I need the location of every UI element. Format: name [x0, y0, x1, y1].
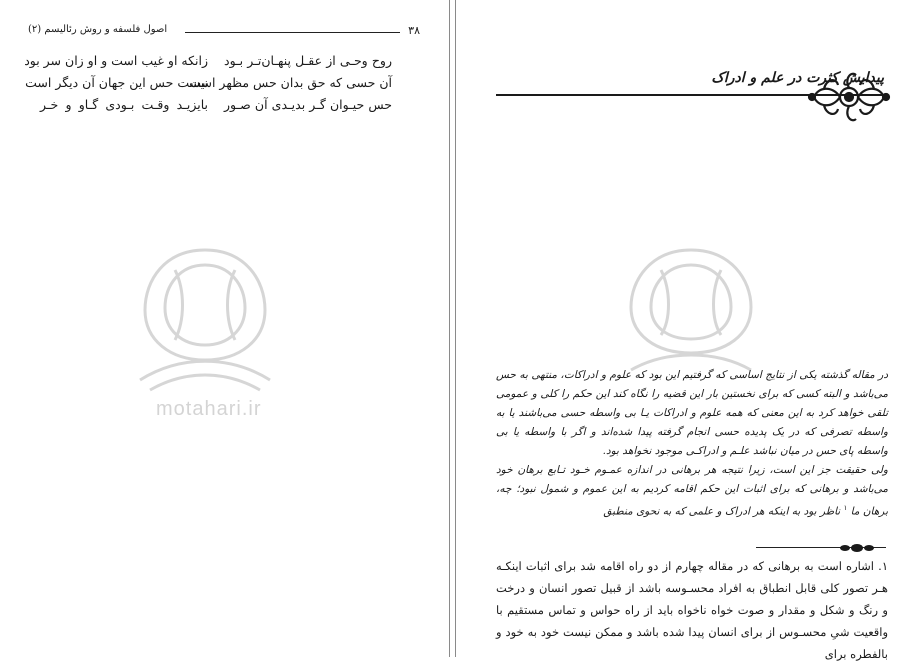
- verse-row: [25, 72, 392, 94]
- paragraph-text: ولی حقیقت جز این است، زیرا نتیجه هر برهانی در اندازه عمـوم خـود تـابع برهان خود می‌باشد و برهانی که برای اثبات این حکم اقامه کردیم به این عموم و شمول نبود؛ چه، برهان ما: [496, 464, 888, 518]
- paragraph: [496, 461, 888, 522]
- right-page: [456, 0, 911, 661]
- paragraph-tail: ناظر بود به اینکه هر ادراک و علمی که به نحوی منطبق: [603, 505, 841, 518]
- footnote-text: ۱. اشاره است به برهانی که در مقاله چهارم از دو راه اقامه شد برای اثبات اینکـه هـر تصور کلی قابل انطباق به افراد محسـوسه باشد از قبیل تصور انسان و درخت و رنگ و شکل و مقدار و صوت خواه ناخواه باید از راه حواس و تماس مستقیم با واقعیت شیِ محسـوس از برای انسان پیدا شده باشد و ممکن نیست خود به خود و بالفطره برای: [496, 559, 888, 661]
- watermark-logo: [606, 235, 776, 375]
- verse-block: [24, 50, 392, 116]
- footnote-marker: ۱: [843, 504, 848, 512]
- body-text: [496, 366, 888, 522]
- paragraph: در مقاله گذشته یکی از نتایج اساسی که گرفتیم این بود که علوم و ادراکات، منتهی به حس می‌باشد و البته کسی که برای نخستین بار این قضیه را نگاه کند این حکم را کلی و عمومی تلقی خواهد کرد به این معنی که همه علوم و ادراکات یـا بی واسطه حسی می‌باشند یا به واسطه تصرفی که در یک پدیده حسی انجام گرفته پیدا شده‌اند و اگر با واسطه یا بی واسطه پای حس در میان نباشد علـم و ادراکـی موجود نخواهد بود.: [496, 369, 888, 457]
- watermark-site: motahari.ir: [156, 398, 262, 420]
- floral-ornament-icon: [804, 67, 894, 127]
- verse-row: [40, 94, 392, 116]
- hemistich-first: روح وحـی از عقـل پنهـان‌تـر بـود: [224, 53, 392, 68]
- hemistich-first: آن حسی که حق بدان حس مظهر است: [189, 75, 392, 90]
- running-title: اصول فلسفه و روش رئالیسم (۲): [28, 24, 168, 35]
- hemistich-first: حس حیـوان گـر بدیـدی آن صـور: [224, 97, 392, 112]
- separator-ornament-icon: [836, 542, 878, 554]
- header-rule: [185, 32, 400, 33]
- watermark-logo: [120, 230, 290, 430]
- verse-row: [24, 50, 392, 72]
- page-gutter: [449, 0, 450, 657]
- hemistich-second: زانکه او غیب است و او زان سر بود: [24, 53, 208, 68]
- hemistich-second: نیست حس این جهان آن دیگر است: [25, 75, 208, 90]
- footnote-separator: [756, 539, 886, 555]
- hemistich-second: بایزیـد وقـت بـودی گـاو و خـر: [40, 97, 208, 112]
- left-page: [0, 0, 449, 657]
- chapter-heading: [496, 62, 888, 132]
- running-header: [28, 22, 420, 42]
- watermark-emblem-icon: [120, 230, 290, 400]
- footnote: [496, 555, 888, 665]
- page-number: ۳۸: [408, 24, 420, 37]
- watermark-emblem-icon: [606, 235, 776, 375]
- chapter-title: پیدایش کثرت در علم و ادراک: [711, 70, 884, 86]
